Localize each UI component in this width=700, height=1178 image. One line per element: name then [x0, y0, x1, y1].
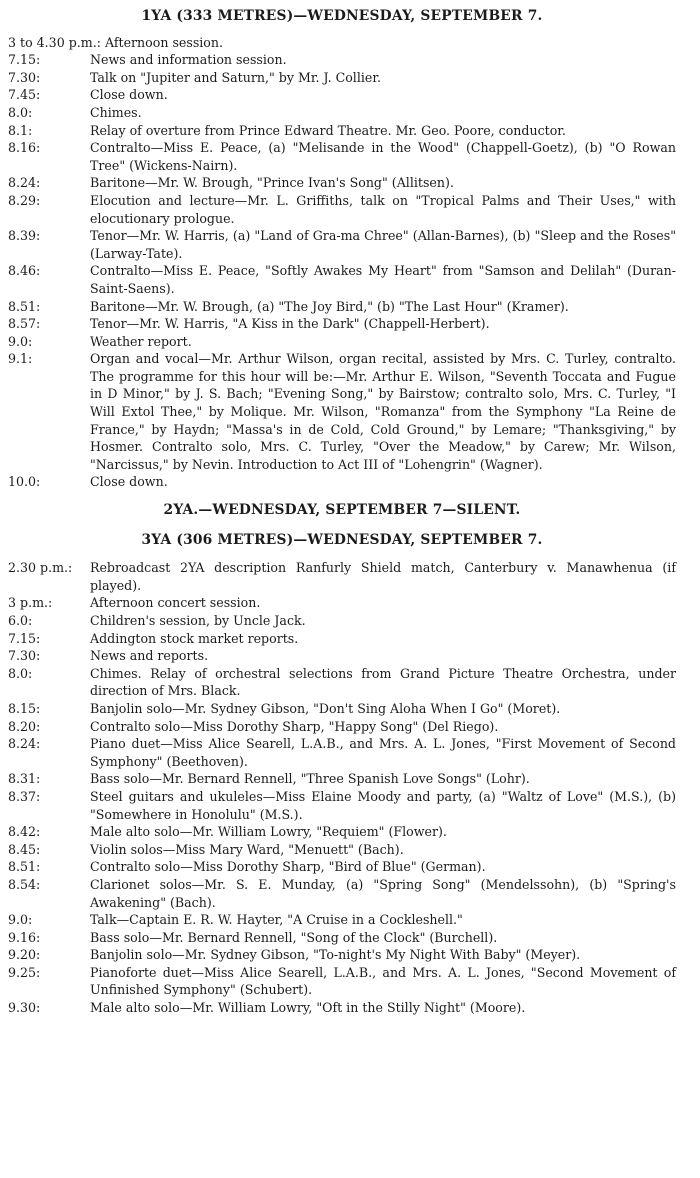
programme-entry [8, 929, 676, 947]
programme-time: 8.24: [8, 175, 41, 191]
programme-description: Bass solo—Mr. Bernard Rennell, "Three Spanish Love Songs" (Lohr). [90, 771, 530, 787]
programme-description: Bass solo—Mr. Bernard Rennell, "Song of the Clock" (Burchell). [90, 929, 498, 945]
programme-entry [8, 350, 676, 473]
section-heading-1ya: 1YA (333 METRES)—WEDNESDAY, SEPTEMBER 7. [141, 8, 543, 24]
programme-description: Contralto—Miss E. Peace, "Softly Awakes My Heart" from "Samson and Delilah" (Duran-Saint-Saens). [90, 263, 676, 296]
programme-description: Organ and vocal—Mr. Arthur Wilson, organ recital, assisted by Mrs. C. Turley, contralto. The programme for this hour will be:—Mr. Arthur E. Wilson, "Seventh Toccata and Fugue in D Minor," by J. S. Bach; "Evening Song," by Bairstow; contralto solo, Mrs. C. Turley, "I Will Extol Thee," by Molique. Mr. Wilson, "Romanza" from the Symphony "La Reine de France," by Haydn; "Massa's in de Cold, Cold Ground," by Lemare; "Thanksgiving," by Hosmer. Contralto solo, Mrs. C. Turley, "Over the Meadow," by Carew; Mr. Wilson, "Narcissus," by Nevin. Introduction to Act III of "Lohengrin" (Wagner). [90, 351, 676, 472]
programme-entry [8, 34, 676, 52]
section-heading-3ya: 3YA (306 METRES)—WEDNESDAY, SEPTEMBER 7. [141, 531, 543, 548]
programme-description: Contralto—Miss E. Peace, (a) "Melisande in the Wood" (Chappell-Goetz), (b) "O Rowan Tree" (Wickens-Nairn). [90, 140, 676, 173]
programme-description: Chimes. Relay of orchestral selections from Grand Picture Theatre Orchestra, under direction of Mrs. Black. [90, 665, 676, 699]
programme-description: Close down. [90, 87, 168, 103]
programme-entry [8, 647, 676, 665]
programme-time: 8.57: [8, 316, 41, 332]
programme-time: 8.24: [8, 736, 41, 752]
programme-time: 9.1: [8, 351, 33, 367]
programme-entry [8, 227, 676, 262]
programme-description: Talk—Captain E. R. W. Hayter, "A Cruise in a Cockleshell." [90, 912, 463, 928]
programme-entry [8, 69, 676, 87]
programme-time: 7.30: [8, 69, 41, 85]
programme-description: Rebroadcast 2YA description Ranfurly Shield match, Canterbury v. Manawhenua (if played). [90, 560, 676, 593]
programme-time: 9.16: [8, 929, 41, 945]
section-heading-2ya: 2YA.—WEDNESDAY, SEPTEMBER 7—SILENT. [163, 502, 521, 519]
programme-entry [8, 700, 676, 718]
programme-entry [8, 139, 676, 174]
programme-time: 8.20: [8, 718, 41, 734]
programme-description: Children's session, by Uncle Jack. [90, 613, 306, 628]
programme-entry [8, 770, 676, 788]
programme-entry [8, 858, 676, 876]
programme-time: 8.0: [8, 665, 33, 681]
programme-entry [8, 174, 676, 192]
programme-time: 10.0: [8, 474, 41, 490]
programme-entry [8, 51, 676, 69]
programme-entry [8, 86, 676, 104]
programme-time: 8.16: [8, 140, 41, 156]
programme-time: 8.54: [8, 876, 41, 892]
programme-time: 8.46: [8, 263, 41, 279]
programme-time: 8.39: [8, 228, 41, 244]
programme-description: Tenor—Mr. W. Harris, "A Kiss in the Dark" (Chappell-Herbert). [90, 316, 490, 332]
programme-list-3ya [8, 559, 676, 1016]
programme-entry [8, 735, 676, 770]
programme-entry [8, 630, 676, 648]
programme-time: 8.37: [8, 788, 41, 804]
programme-entry [8, 122, 676, 140]
programme-time: 8.29: [8, 192, 41, 208]
programme-description: Baritone—Mr. W. Brough, "Prince Ivan's Song" (Allitsen). [90, 175, 454, 191]
programme-entry [8, 262, 676, 297]
programme-description: Tenor—Mr. W. Harris, (a) "Land of Gra-ma Chree" (Allan-Barnes), (b) "Sleep and the Roses" (Larway-Tate). [90, 228, 676, 261]
programme-entry [8, 104, 676, 122]
programme-description: Talk on "Jupiter and Saturn," by Mr. J. Collier. [90, 69, 381, 85]
programme-time: 7.15: [8, 52, 41, 68]
programme-time: 9.30: [8, 1000, 41, 1016]
programme-description: Relay of overture from Prince Edward Theatre. Mr. Geo. Poore, conductor. [90, 122, 566, 138]
programme-description: Clarionet solos—Mr. S. E. Munday, (a) "Spring Song" (Mendelssohn), (b) "Spring's Awakening" (Bach). [90, 876, 676, 910]
programme-time: 6.0: [8, 613, 33, 628]
programme-description: Contralto solo—Miss Dorothy Sharp, "Bird of Blue" (German). [90, 859, 486, 875]
programme-entry [8, 594, 676, 612]
programme-time: 8.51: [8, 859, 41, 875]
programme-description: News and reports. [90, 648, 209, 664]
programme-time: 2.30 p.m.: [8, 560, 73, 576]
programme-description: Steel guitars and ukuleles—Miss Elaine Moody and party, (a) "Waltz of Love" (M.S.), (b) "Somewhere in Honolulu" (M.S.). [90, 788, 676, 822]
programme-time: 9.20: [8, 947, 41, 963]
programme-description: Male alto solo—Mr. William Lowry, "Oft in the Stilly Night" (Moore). [90, 1000, 526, 1016]
programme-description: Chimes. [90, 104, 142, 120]
programme-entry [8, 665, 676, 700]
programme-description: Contralto solo—Miss Dorothy Sharp, "Happy Song" (Del Riego). [90, 718, 499, 734]
programme-entry [8, 841, 676, 859]
programme-entry [8, 964, 676, 999]
programme-entry [8, 473, 676, 491]
programme-entry [8, 788, 676, 823]
programme-time: 8.1: [8, 122, 33, 138]
programme-entry [8, 192, 676, 227]
programme-time: 8.31: [8, 771, 41, 787]
programme-time: 3 p.m.: [8, 595, 53, 611]
programme-description: Weather report. [90, 333, 192, 349]
programme-description: Piano duet—Miss Alice Searell, L.A.B., and Mrs. A. L. Jones, "First Movement of Second Symphony" (Beethoven). [90, 736, 676, 769]
programme-time: 9.0: [8, 912, 33, 928]
programme-time: 7.45: [8, 87, 41, 103]
programme-entry [8, 315, 676, 333]
programme-list-1ya [8, 34, 676, 491]
programme-time: 8.51: [8, 298, 41, 314]
programme-entry [8, 333, 676, 351]
programme-time: 9.0: [8, 333, 33, 349]
programme-description: News and information session. [90, 52, 287, 68]
programme-time: 9.25: [8, 964, 41, 980]
programme-time: 7.30: [8, 648, 41, 664]
programme-entry [8, 612, 676, 630]
programme-description: Elocution and lecture—Mr. L. Griffiths, talk on "Tropical Palms and Their Uses," with elocutionary prologue. [90, 192, 676, 226]
programme-entry [8, 911, 676, 929]
programme-entry [8, 559, 676, 594]
programme-description: Pianoforte duet—Miss Alice Searell, L.A.B., and Mrs. A. L. Jones, "Second Movement of Unfinished Symphony" (Schubert). [90, 964, 676, 998]
programme-time: 8.42: [8, 824, 41, 840]
programme-time: 7.15: [8, 630, 41, 646]
programme-entry [8, 298, 676, 316]
programme-description: Banjolin solo—Mr. Sydney Gibson, "Don't Sing Aloha When I Go" (Moret). [90, 700, 561, 716]
programme-time: 8.0: [8, 104, 33, 120]
programme-description: Afternoon concert session. [90, 595, 261, 611]
programme-description: Banjolin solo—Mr. Sydney Gibson, "To-night's My Night With Baby" (Meyer). [90, 947, 581, 963]
programme-description: Close down. [90, 474, 168, 490]
programme-time: 3 to 4.30 p.m.: [8, 34, 101, 50]
programme-entry [8, 946, 676, 964]
programme-description: Violin solos—Miss Mary Ward, "Menuett" (Bach). [90, 841, 404, 857]
programme-time: 8.15: [8, 700, 41, 716]
programme-description: Male alto solo—Mr. William Lowry, "Requiem" (Flower). [90, 824, 447, 840]
programme-time: 8.45: [8, 841, 41, 857]
programme-entry [8, 999, 676, 1017]
programme-entry [8, 823, 676, 841]
programme-entry [8, 718, 676, 736]
programme-description: Baritone—Mr. W. Brough, (a) "The Joy Bird," (b) "The Last Hour" (Kramer). [90, 298, 569, 314]
programme-description: Afternoon session. [104, 34, 224, 50]
programme-description: Addington stock market reports. [90, 630, 299, 646]
programme-entry [8, 876, 676, 911]
